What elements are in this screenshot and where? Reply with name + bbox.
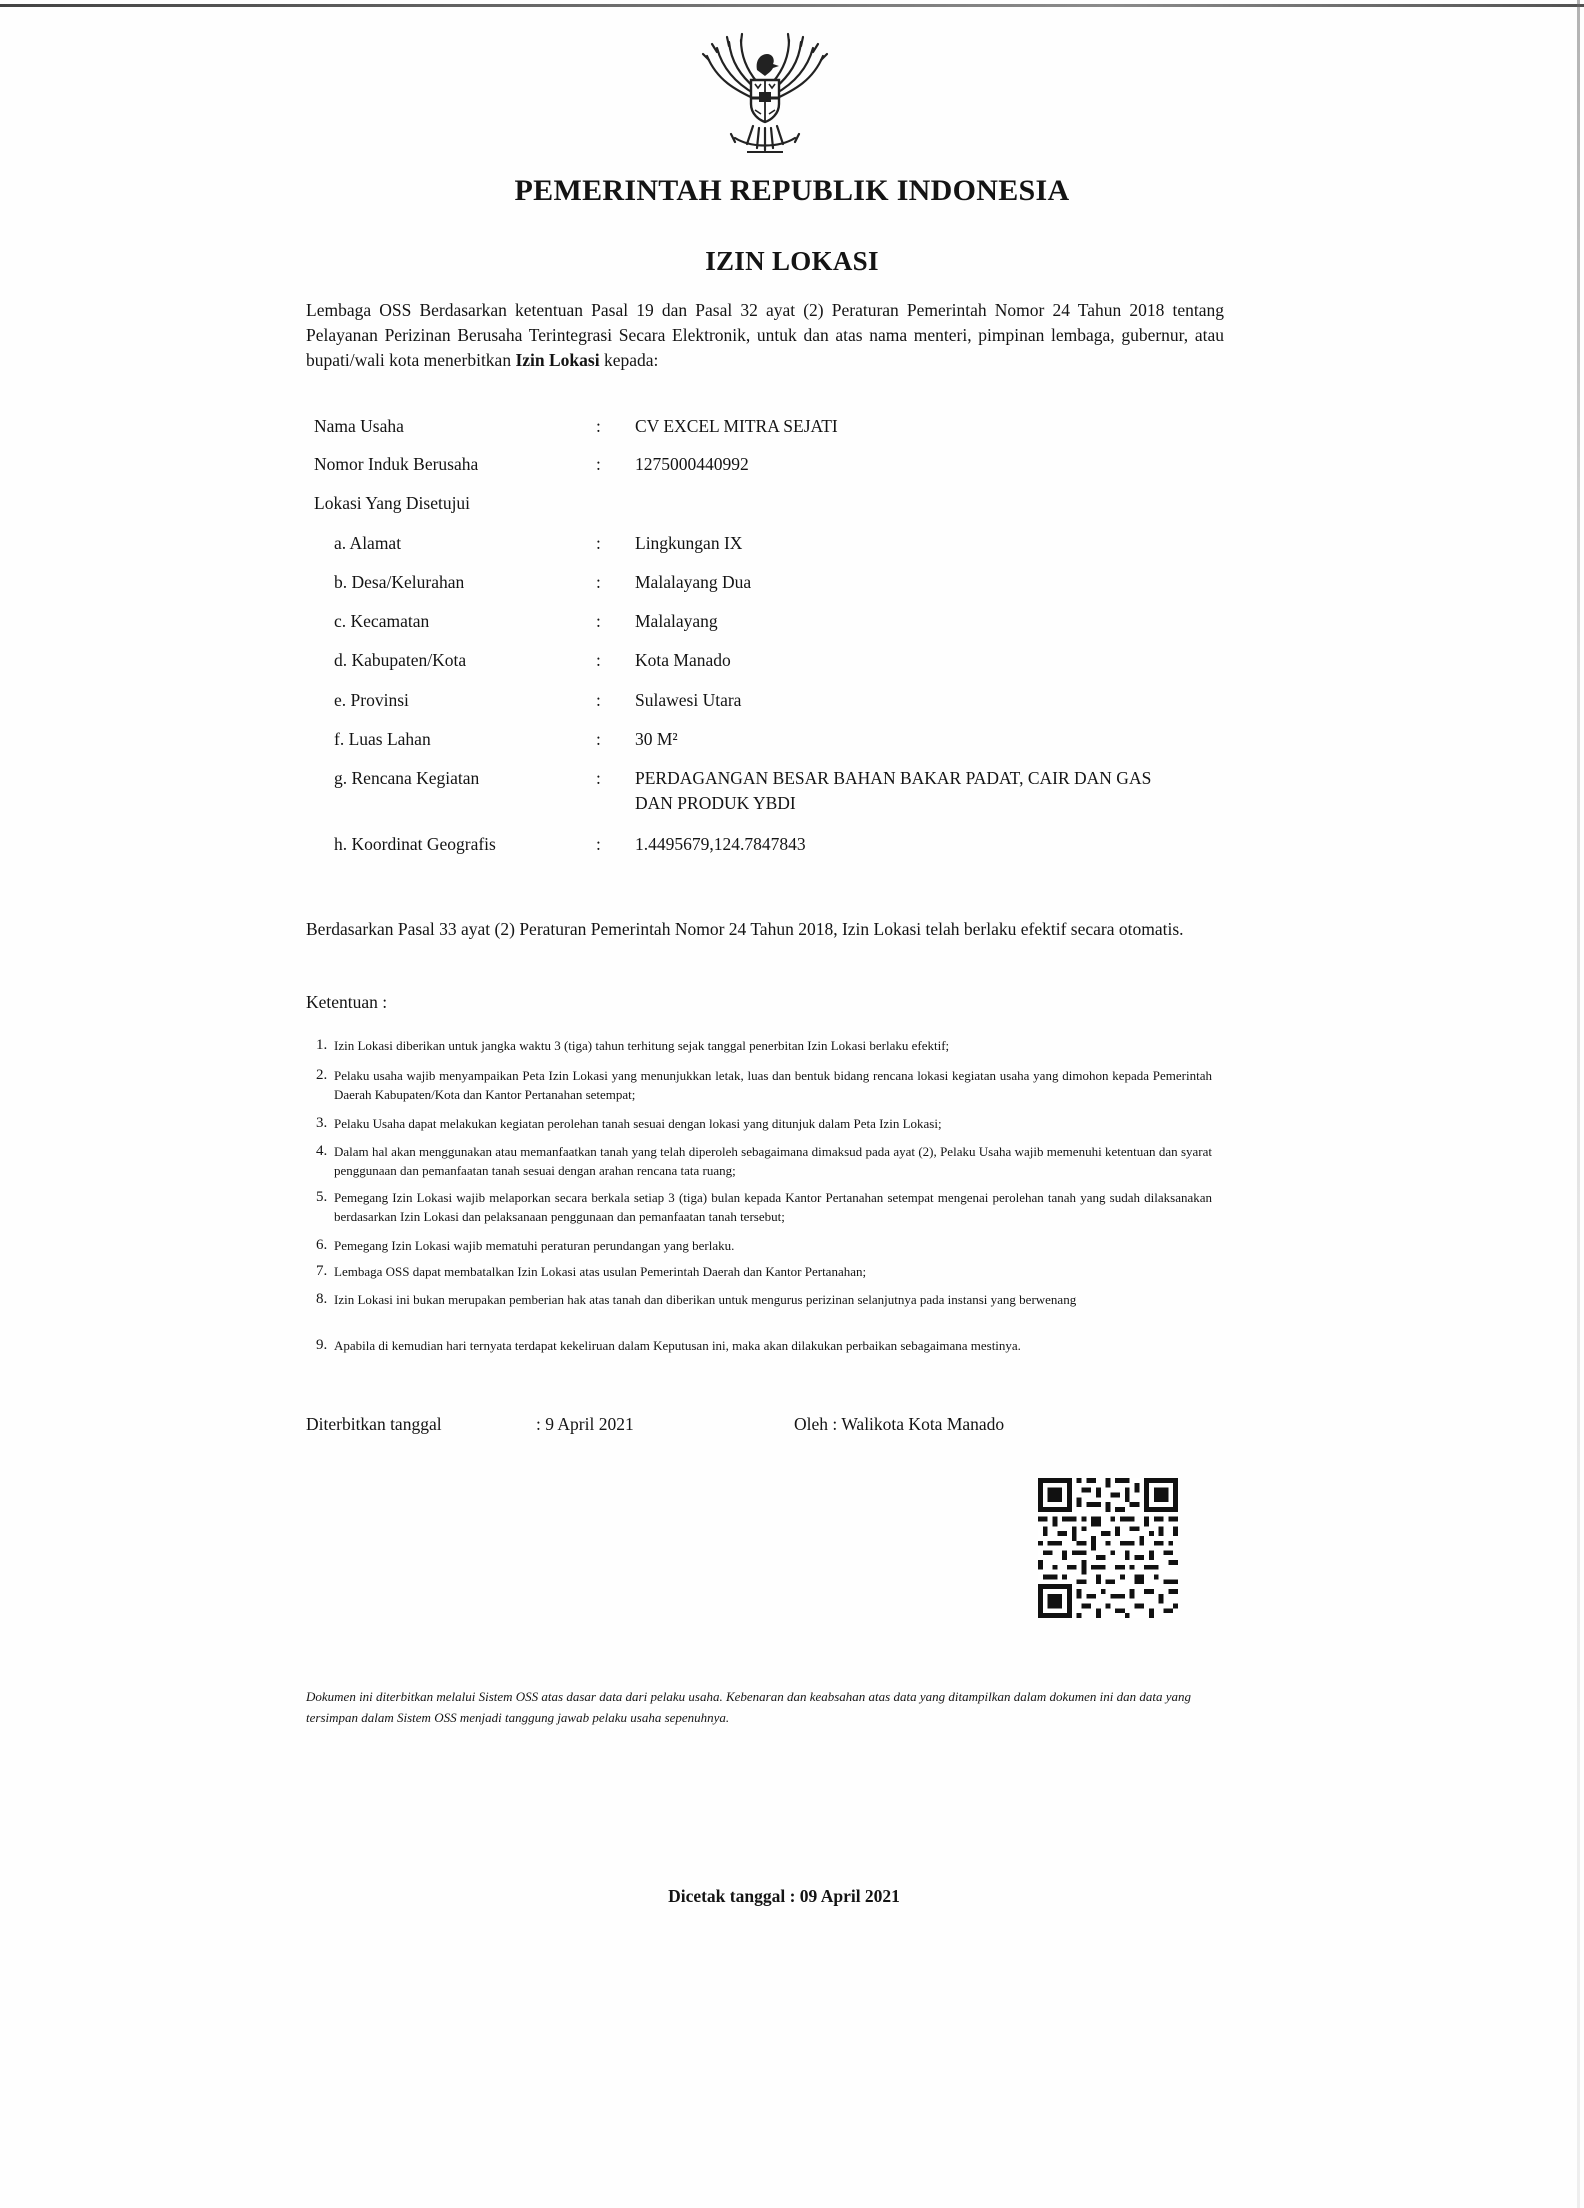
- item-number: 6.: [316, 1237, 328, 1253]
- item-number: 2.: [316, 1067, 328, 1083]
- field-label: f. Luas Lahan: [334, 729, 431, 749]
- field-label: c. Kecamatan: [334, 611, 430, 631]
- section-label: Lokasi Yang Disetujui: [314, 493, 471, 513]
- issued-by: Oleh : Walikota Kota Manado: [794, 1414, 1005, 1434]
- field-value: Malalayang Dua: [635, 572, 752, 592]
- field-colon: :: [596, 533, 601, 553]
- intro-text-end: kepada:: [599, 350, 659, 370]
- field-colon: :: [596, 454, 601, 474]
- field-value: 30 M²: [635, 729, 678, 749]
- field-label: e. Provinsi: [334, 690, 409, 710]
- intro-emphasis: Izin Lokasi: [515, 350, 600, 370]
- item-text: Lembaga OSS dapat membatalkan Izin Lokasi atas usulan Pemerintah Daerah dan Kantor Pertanahan;: [334, 1264, 867, 1279]
- ketentuan-title: Ketentuan :: [306, 992, 388, 1012]
- field-value: Lingkungan IX: [635, 533, 743, 553]
- effective-paragraph: Berdasarkan Pasal 33 ayat (2) Peraturan Pemerintah Nomor 24 Tahun 2018, Izin Lokasi telah berlaku efektif secara otomatis.: [306, 919, 1184, 939]
- field-label: Nomor Induk Berusaha: [314, 454, 479, 474]
- field-colon: :: [596, 416, 601, 436]
- item-number: 4.: [316, 1143, 328, 1159]
- field-label: d. Kabupaten/Kota: [334, 650, 467, 670]
- item-text: Pemegang Izin Lokasi wajib melaporkan secara berkala setiap 3 (tiga) bulan kepada Kantor Pertanahan setempat mengenai perolehan tanah yang sudah dilaksanakan berdasarkan Izin Lokasi dan pelaksanaan penggunaan dan pemanfaatan tanah tersebut;: [334, 1190, 1212, 1224]
- item-number: 1.: [316, 1037, 328, 1053]
- item-number: 3.: [316, 1115, 328, 1131]
- garuda-emblem: [695, 30, 835, 160]
- intro-text: Lembaga OSS Berdasarkan ketentuan Pasal 19 dan Pasal 32 ayat (2) Peraturan Pemerintah Nomor 24 Tahun 2018 tentang Pelayanan Perizinan Berusaha Terintegrasi Secara Elektronik, untuk dan atas nama menteri, pimpinan lembaga, gubernur, atau bupati/wali kota menerbitkan: [306, 300, 1224, 370]
- item-text: Dalam hal akan menggunakan atau memanfaatkan tanah yang telah diperoleh sebagaimana dimaksud pada ayat (2), Pelaku Usaha wajib memenuhi ketentuan dan syarat penggunaan dan pemanfaatan tanah sesuai dengan arahan rencana tata ruang;: [334, 1144, 1212, 1178]
- field-value-continued: DAN PRODUK YBDI: [635, 793, 796, 813]
- field-colon: :: [596, 690, 601, 710]
- item-text: Pemegang Izin Lokasi wajib mematuhi peraturan perundangan yang berlaku.: [334, 1238, 735, 1253]
- government-heading: PEMERINTAH REPUBLIK INDONESIA: [514, 174, 1070, 207]
- field-value: CV EXCEL MITRA SEJATI: [635, 416, 838, 436]
- field-colon: :: [596, 768, 601, 788]
- qr-code: [1038, 1478, 1178, 1618]
- item-text: Apabila di kemudian hari ternyata terdapat kekeliruan dalam Keputusan ini, maka akan dilakukan perbaikan sebagaimana mestinya.: [334, 1338, 1021, 1353]
- field-value: Kota Manado: [635, 650, 731, 670]
- scan-right-edge: [1577, 0, 1580, 2208]
- field-value: Sulawesi Utara: [635, 690, 742, 710]
- field-colon: :: [596, 834, 601, 854]
- item-text: Pelaku usaha wajib menyampaikan Peta Izin Lokasi yang menunjukkan letak, luas dan bentuk bidang rencana lokasi kegiatan usaha yang dimohon kepada Pemerintah Daerah Kabupaten/Kota dan Kantor Pertanahan setempat;: [334, 1068, 1212, 1102]
- field-label: a. Alamat: [334, 533, 402, 553]
- field-value: Malalayang: [635, 611, 718, 631]
- document-title: IZIN LOKASI: [705, 246, 879, 276]
- field-value: PERDAGANGAN BESAR BAHAN BAKAR PADAT, CAIR DAN GAS: [635, 768, 1152, 788]
- item-number: 8.: [316, 1291, 328, 1307]
- field-label: Nama Usaha: [314, 416, 404, 436]
- field-colon: :: [596, 729, 601, 749]
- field-colon: :: [596, 611, 601, 631]
- item-text: Izin Lokasi ini bukan merupakan pemberian hak atas tanah dan diberikan untuk mengurus perizinan selanjutnya pada instansi yang berwenang: [334, 1292, 1077, 1307]
- disclaimer: Dokumen ini diterbitkan melalui Sistem OSS atas dasar data dari pelaku usaha. Kebenaran dan keabsahan atas data yang ditampilkan dalam dokumen ini dan data yang tersimpan dalam Sistem OSS menjadi tanggung jawab pelaku usaha sepenuhnya.: [306, 1689, 1192, 1725]
- field-label: g. Rencana Kegiatan: [334, 768, 480, 788]
- field-colon: :: [596, 650, 601, 670]
- item-number: 9.: [316, 1337, 328, 1353]
- field-label: h. Koordinat Geografis: [334, 834, 496, 854]
- item-text: Pelaku Usaha dapat melakukan kegiatan perolehan tanah sesuai dengan lokasi yang ditunjuk dalam Peta Izin Lokasi;: [334, 1116, 942, 1131]
- field-value: 1.4495679,124.7847843: [635, 834, 806, 854]
- item-number: 5.: [316, 1189, 328, 1205]
- intro-paragraph: [306, 298, 1224, 373]
- printed-date: Dicetak tanggal : 09 April 2021: [668, 1886, 900, 1906]
- issued-date: : 9 April 2021: [536, 1414, 634, 1434]
- item-number: 7.: [316, 1263, 328, 1279]
- scan-top-edge: [0, 4, 1584, 7]
- field-label: b. Desa/Kelurahan: [334, 572, 465, 592]
- field-value: 1275000440992: [635, 454, 749, 474]
- item-text: Izin Lokasi diberikan untuk jangka waktu 3 (tiga) tahun terhitung sejak tanggal penerbitan Izin Lokasi berlaku efektif;: [334, 1038, 950, 1053]
- field-colon: :: [596, 572, 601, 592]
- issued-label: Diterbitkan tanggal: [306, 1414, 442, 1434]
